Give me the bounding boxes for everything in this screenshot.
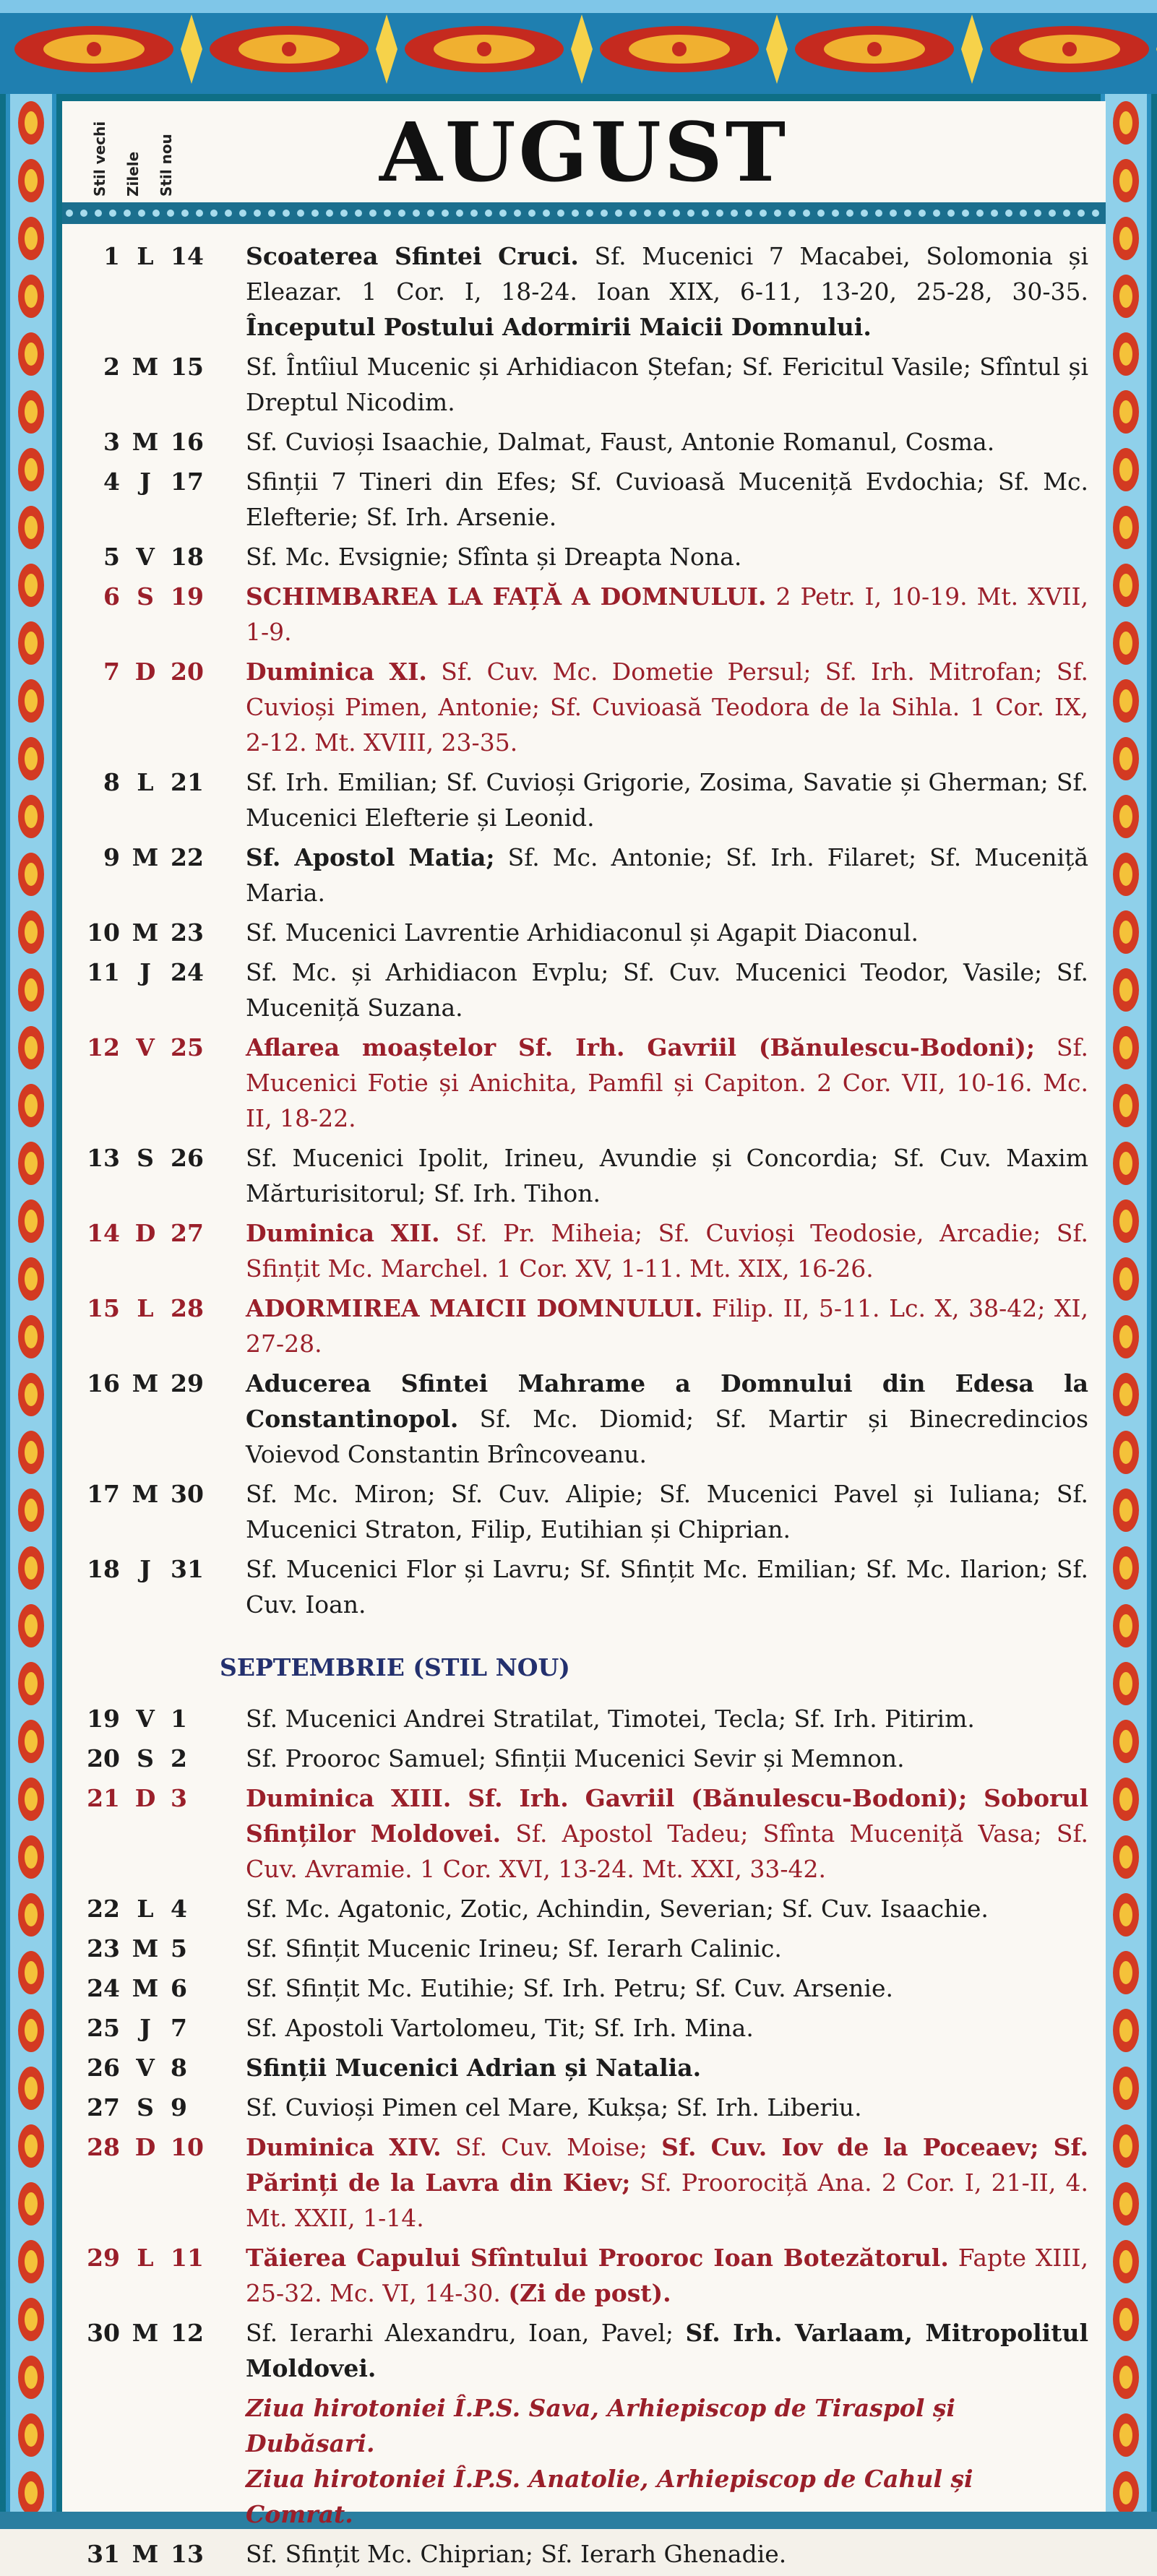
entry-text: Sf. Mc. Miron; Sf. Cuv. Alipie; Sf. Mucenici Pavel și Iuliana; Sf. Mucenici Straton, Filip, Eutihian și Chiprian. (246, 1480, 1088, 1543)
entry (221, 2240, 1106, 2311)
calendar-row-25 (62, 2010, 1106, 2046)
weekday: J (139, 2014, 151, 2042)
entry (221, 1291, 1106, 1361)
entry (221, 1476, 1106, 1547)
new-style-date: 11 (171, 2244, 204, 2272)
calendar-row-2 (62, 349, 1106, 420)
entry-highlight: Duminica XIV. (246, 2133, 442, 2161)
entry (221, 764, 1106, 835)
entry (221, 424, 1106, 460)
entry-text: Filip. II, 5-11. Lc. X, 38-42; XI, 27-28. (246, 1294, 1088, 1358)
entry-text: Sf. Mc. și Arhidiacon Evplu; Sf. Cuv. Mucenici Teodor, Vasile; Sf. Muceniță Suzana. (246, 958, 1088, 1022)
entry-text: Sf. Mc. Agatonic, Zotic, Achindin, Severian; Sf. Cuv. Isaachie. (246, 1895, 989, 1923)
calendar-row-27 (62, 2090, 1106, 2125)
old-style-date: 30 (87, 2319, 120, 2347)
entry (221, 1780, 1106, 1887)
new-style-date: 12 (171, 2319, 204, 2347)
entry (221, 654, 1106, 760)
calendar-row-26 (62, 2050, 1106, 2085)
calendar-row-15 (62, 1291, 1106, 1361)
weekday: M (132, 918, 159, 947)
new-style-date: 27 (171, 1219, 204, 1247)
entry-highlight: (Zi de post). (508, 2279, 671, 2307)
old-style-date: 17 (87, 1480, 120, 1508)
weekday: S (137, 1744, 154, 1772)
new-style-date: 21 (171, 768, 204, 796)
calendar-row-16 (62, 1366, 1106, 1472)
entry (221, 1931, 1106, 1966)
ornament-header-strip (62, 202, 1106, 224)
weekday: L (137, 768, 154, 796)
entry (221, 2090, 1106, 2125)
august-list (62, 238, 1106, 2576)
entry (221, 539, 1106, 574)
weekday: M (132, 428, 159, 456)
new-style-date: 9 (171, 2093, 187, 2121)
calendar-row-23 (62, 1931, 1106, 1966)
new-style-date: 16 (171, 428, 204, 456)
entry (221, 2129, 1106, 2236)
weekday: M (132, 1974, 159, 2002)
weekday: D (134, 2133, 156, 2161)
entry-text: Sf. Proorociță Ana. 2 Cor. I, 21-II, 4. Mt. XXII, 1-14. (246, 2168, 1088, 2232)
weekday: S (137, 582, 154, 611)
old-style-date: 18 (87, 1555, 120, 1583)
old-style-date: 13 (87, 1144, 120, 1172)
entry-highlight: Aflarea moaștelor Sf. Irh. Gavriil (Bănulescu-Bodoni); (246, 1033, 1035, 1061)
entry (221, 1701, 1106, 1736)
column-header-days: Zilele (124, 151, 142, 197)
weekday: L (137, 1294, 154, 1322)
weekday: J (139, 958, 151, 986)
entry (221, 1030, 1106, 1136)
weekday: L (137, 1895, 154, 1923)
weekday: M (132, 2319, 159, 2347)
calendar-row-19 (62, 1701, 1106, 1736)
entry (221, 2536, 1106, 2572)
old-style-date: 14 (87, 1219, 120, 1247)
new-style-date: 23 (171, 918, 204, 947)
old-style-date: 1 (103, 242, 120, 270)
ornament-right-band (1101, 94, 1151, 2529)
calendar-row-24 (62, 1970, 1106, 2006)
entry-text: Sf. Prooroc Samuel; Sfinții Mucenici Sevir și Memnon. (246, 1744, 905, 1772)
new-style-date: 22 (171, 843, 204, 871)
entry-text: Sf. Mc. Antonie; Sf. Irh. Filaret; Sf. Muceniță Maria. (246, 843, 1088, 907)
weekday: J (139, 1555, 151, 1583)
entry-text: Sf. Mucenici Ipolit, Irineu, Avundie și Concordia; Sf. Cuv. Maxim Mărturisitorul; Sf. Irh. Tihon. (246, 1144, 1088, 1207)
old-style-date: 23 (87, 1934, 120, 1963)
new-style-date: 6 (171, 1974, 187, 2002)
calendar-row-7 (62, 654, 1106, 760)
entry (221, 2010, 1106, 2046)
new-style-date: 3 (171, 1784, 187, 1812)
old-style-date: 7 (103, 658, 120, 686)
old-style-date: 20 (87, 1744, 120, 1772)
old-style-date: 3 (103, 428, 120, 456)
calendar-row-28 (62, 2129, 1106, 2236)
new-style-date: 2 (171, 1744, 187, 1772)
weekday: M (132, 1480, 159, 1508)
new-style-date: 19 (171, 582, 204, 611)
new-style-date: 18 (171, 543, 204, 571)
old-style-date: 29 (87, 2244, 120, 2272)
entry-text: Sf. Apostoli Vartolomeu, Tit; Sf. Irh. Mina. (246, 2014, 754, 2042)
weekday: M (132, 353, 159, 381)
entry-text: Sf. Mucenici 7 Macabei, Solomonia și Eleazar. 1 Cor. I, 18-24. Ioan XIX, 6-11, 13-20, 25-28, 30-35. (246, 242, 1089, 306)
calendar-row-10 (62, 915, 1106, 950)
old-style-date: 10 (87, 918, 120, 947)
weekday: V (136, 543, 155, 571)
old-style-date: 31 (87, 2540, 120, 2568)
weekday: L (137, 2244, 154, 2272)
calendar-row-9 (62, 840, 1106, 910)
old-style-date: 22 (87, 1895, 120, 1923)
entry-highlight: Sf. Apostol Matia; (246, 843, 495, 871)
calendar-row-13 (62, 1140, 1106, 1211)
entry (221, 238, 1106, 345)
entry-text: Sf. Cuv. Moise; (441, 2133, 662, 2161)
entry-highlight: Duminica XII. (246, 1219, 440, 1247)
weekday: D (134, 658, 156, 686)
new-style-date: 10 (171, 2133, 204, 2161)
new-style-date: 5 (171, 1934, 187, 1963)
entry-highlight: ADORMIREA MAICII DOMNULUI. (246, 1294, 703, 1322)
old-style-date: 11 (87, 958, 120, 986)
entry (221, 1215, 1106, 1286)
weekday: S (137, 1144, 154, 1172)
calendar-row-21 (62, 1780, 1106, 1887)
entry-text: Sf. Ierarhi Alexandru, Ioan, Pavel; (246, 2319, 686, 2347)
entry-highlight: Duminica XIII. Sf. Irh. Gavriil (Bănulescu-Bodoni); Soborul Sfinților Moldovei. (246, 1784, 1088, 1848)
new-style-date: 29 (171, 1369, 204, 1397)
entry (221, 349, 1106, 420)
calendar-row-12 (62, 1030, 1106, 1136)
weekday: D (134, 1784, 156, 1812)
new-style-date: 1 (171, 1705, 187, 1733)
new-style-date: 8 (171, 2054, 187, 2082)
entry-text: Sf. Sfințit Mc. Chiprian; Sf. Ierarh Ghenadie. (246, 2540, 787, 2568)
entry (221, 915, 1106, 950)
entry-text: Sf. Sfințit Mc. Eutihie; Sf. Irh. Petru; Sf. Cuv. Arsenie. (246, 1974, 893, 2002)
calendar-sheet (62, 101, 1106, 2568)
entry (221, 1366, 1106, 1472)
entry (221, 1741, 1106, 1776)
old-style-date: 4 (103, 468, 120, 496)
new-style-date: 13 (171, 2540, 204, 2568)
calendar-row-5 (62, 539, 1106, 574)
old-style-date: 6 (103, 582, 120, 611)
entry-text: Sf. Mc. Evsignie; Sfînta și Dreapta Nona. (246, 543, 742, 571)
entry (221, 579, 1106, 650)
new-style-date: 17 (171, 468, 204, 496)
new-style-date: 14 (171, 242, 204, 270)
old-style-date: 19 (87, 1705, 120, 1733)
weekday: M (132, 843, 159, 871)
old-style-date: 5 (103, 543, 120, 571)
weekday: M (132, 1369, 159, 1397)
entry-text: Sf. Întîiul Mucenic și Arhidiacon Ștefan; Sf. Fericitul Vasile; Sfîntul și Dreptul Nicodim. (246, 353, 1088, 416)
new-style-date: 20 (171, 658, 204, 686)
entry-highlight: Duminica XI. (246, 658, 427, 686)
entry (221, 1970, 1106, 2006)
ordination-note: Ziua hirotoniei Î.P.S. Anatolie, Arhiepiscop de Cahul și Comrat. (246, 2465, 973, 2528)
weekday: V (136, 2054, 155, 2082)
entry-text: 2 Petr. I, 10-19. Mt. XVII, 1-9. (246, 582, 1088, 646)
entry-text: Sf. Mucenici Andrei Stratilat, Timotei, Tecla; Sf. Irh. Pitirim. (246, 1705, 975, 1733)
calendar-row-3 (62, 424, 1106, 460)
column-header-new-style: Stil nou (158, 134, 175, 197)
entry-text: Sf. Cuvioși Isaachie, Dalmat, Faust, Antonie Romanul, Cosma. (246, 428, 995, 456)
old-style-date: 9 (103, 843, 120, 871)
calendar-row-29 (62, 2240, 1106, 2311)
old-style-date: 8 (103, 768, 120, 796)
new-style-date: 25 (171, 1033, 204, 1061)
new-style-date: 26 (171, 1144, 204, 1172)
old-style-date: 25 (87, 2014, 120, 2042)
old-style-date: 28 (87, 2133, 120, 2161)
entry-highlight: Sf. Cuv. Iov de la Poceaev; Sf. Părinți de la Lavra din Kiev; (246, 2133, 1089, 2197)
new-style-date: 7 (171, 2014, 187, 2042)
calendar-row-20 (62, 1741, 1106, 1776)
header (62, 101, 1106, 210)
new-style-date: 15 (171, 353, 204, 381)
entry-text: Sf. Mucenici Flor și Lavru; Sf. Sfințit Mc. Emilian; Sf. Mc. Ilarion; Sf. Cuv. Ioan. (246, 1555, 1088, 1619)
new-style-date: 30 (171, 1480, 204, 1508)
entry-text: Sf. Cuv. Mc. Dometie Persul; Sf. Irh. Mitrofan; Sf. Cuvioși Pimen, Antonie; Sf. Cuvioasă Teodora de la Sihla. 1 Cor. IX, 2-12. Mt. XVIII, 23-35. (246, 658, 1088, 757)
entry-highlight: Sfinții Mucenici Adrian și Natalia. (246, 2054, 702, 2082)
entry-highlight: Începutul Postului Adormirii Maicii Domnului. (246, 313, 872, 341)
entry (221, 840, 1106, 910)
weekday: S (137, 2093, 154, 2121)
new-style-date: 24 (171, 958, 204, 986)
ornament-top-band (0, 0, 1157, 94)
weekday: V (136, 1033, 155, 1061)
weekday: V (136, 1705, 155, 1733)
section-heading-september: SEPTEMBRIE (STIL NOU) (220, 1653, 570, 1681)
ordination-note: Ziua hirotoniei Î.P.S. Sava, Arhiepiscop de Tiraspol și Dubăsari. (246, 2394, 955, 2457)
entry (221, 2315, 1106, 2386)
entry-text: Sf. Pr. Miheia; Sf. Cuvioși Teodosie, Arcadie; Sf. Sfințit Mc. Marchel. 1 Cor. XV, 1-11. Mt. XIX, 16-26. (246, 1219, 1088, 1283)
entry-text: Sfinții 7 Tineri din Efes; Sf. Cuvioasă Muceniță Evdochia; Sf. Mc. Elefterie; Sf. Irh. Arsenie. (246, 468, 1088, 531)
old-style-date: 27 (87, 2093, 120, 2121)
entry-text: Sf. Mc. Diomid; Sf. Martir și Binecredincios Voievod Constantin Brîncoveanu. (246, 1405, 1088, 1468)
weekday: M (132, 1934, 159, 1963)
entry-text: Sf. Cuvioși Pimen cel Mare, Kukșa; Sf. Irh. Liberiu. (246, 2093, 862, 2121)
entry (221, 1140, 1106, 1211)
calendar-row-8 (62, 764, 1106, 835)
ornament-left-band (6, 94, 56, 2529)
entry-highlight: Scoaterea Sfintei Cruci. (246, 242, 579, 270)
entry-text: Sf. Apostol Tadeu; Sfînta Muceniță Vasa; Sf. Cuv. Avramie. 1 Cor. XVI, 13-24. Mt. XXI, 33-42. (246, 1819, 1089, 1883)
calendar-row-31 (62, 2536, 1106, 2572)
entry-text: Sf. Irh. Emilian; Sf. Cuvioși Grigorie, Zosima, Savatie și Gherman; Sf. Mucenici Elefterie și Leonid. (246, 768, 1088, 832)
entry (221, 2050, 1106, 2085)
entry-text: Sf. Mucenici Fotie și Anichita, Pamfil și Capiton. 2 Cor. VII, 10-16. Mc. II, 18-22. (246, 1033, 1088, 1132)
old-style-date: 2 (103, 353, 120, 381)
column-header-old-style: Stil vechi (91, 121, 108, 197)
calendar-row-17 (62, 1476, 1106, 1547)
weekday: D (134, 1219, 156, 1247)
old-style-date: 12 (87, 1033, 120, 1061)
entry-highlight: Tăierea Capului Sfîntului Prooroc Ioan Botezătorul. (246, 2244, 949, 2272)
entry-text: Sf. Mucenici Lavrentie Arhidiaconul și Agapit Diaconul. (246, 918, 919, 947)
old-style-date: 21 (87, 1784, 120, 1812)
old-style-date: 15 (87, 1294, 120, 1322)
calendar-row-18 (62, 1551, 1106, 1622)
new-style-date: 28 (171, 1294, 204, 1322)
calendar-row-11 (62, 955, 1106, 1025)
weekday: J (139, 468, 151, 496)
entry-text: Sf. Sfințit Mucenic Irineu; Sf. Ierarh Calinic. (246, 1934, 782, 1963)
month-title: AUGUST (379, 105, 789, 200)
calendar-row-22 (62, 1891, 1106, 1926)
entry-highlight: SCHIMBAREA LA FAȚĂ A DOMNULUI. (246, 582, 767, 611)
entry-highlight: Sf. Irh. Varlaam, Mitropolitul Moldovei. (246, 2319, 1088, 2382)
weekday: L (137, 242, 154, 270)
calendar-row-14 (62, 1215, 1106, 1286)
entry-text: Fapte XIII, 25-32. Mc. VI, 14-30. (246, 2244, 1088, 2307)
new-style-date: 31 (171, 1555, 204, 1583)
entry (221, 1891, 1106, 1926)
calendar-row-6 (62, 579, 1106, 650)
weekday: M (132, 2540, 159, 2568)
old-style-date: 16 (87, 1369, 120, 1397)
entry (221, 464, 1106, 535)
old-style-date: 26 (87, 2054, 120, 2082)
calendar-row-1 (62, 238, 1106, 345)
entry-highlight: Aducerea Sfintei Mahrame a Domnului din Edesa la Constantinopol. (246, 1369, 1088, 1433)
entry (221, 955, 1106, 1025)
old-style-date: 24 (87, 1974, 120, 2002)
new-style-date: 4 (171, 1895, 187, 1923)
entry (221, 1551, 1106, 1622)
calendar-row-4 (62, 464, 1106, 535)
calendar-row-30 (62, 2315, 1106, 2386)
